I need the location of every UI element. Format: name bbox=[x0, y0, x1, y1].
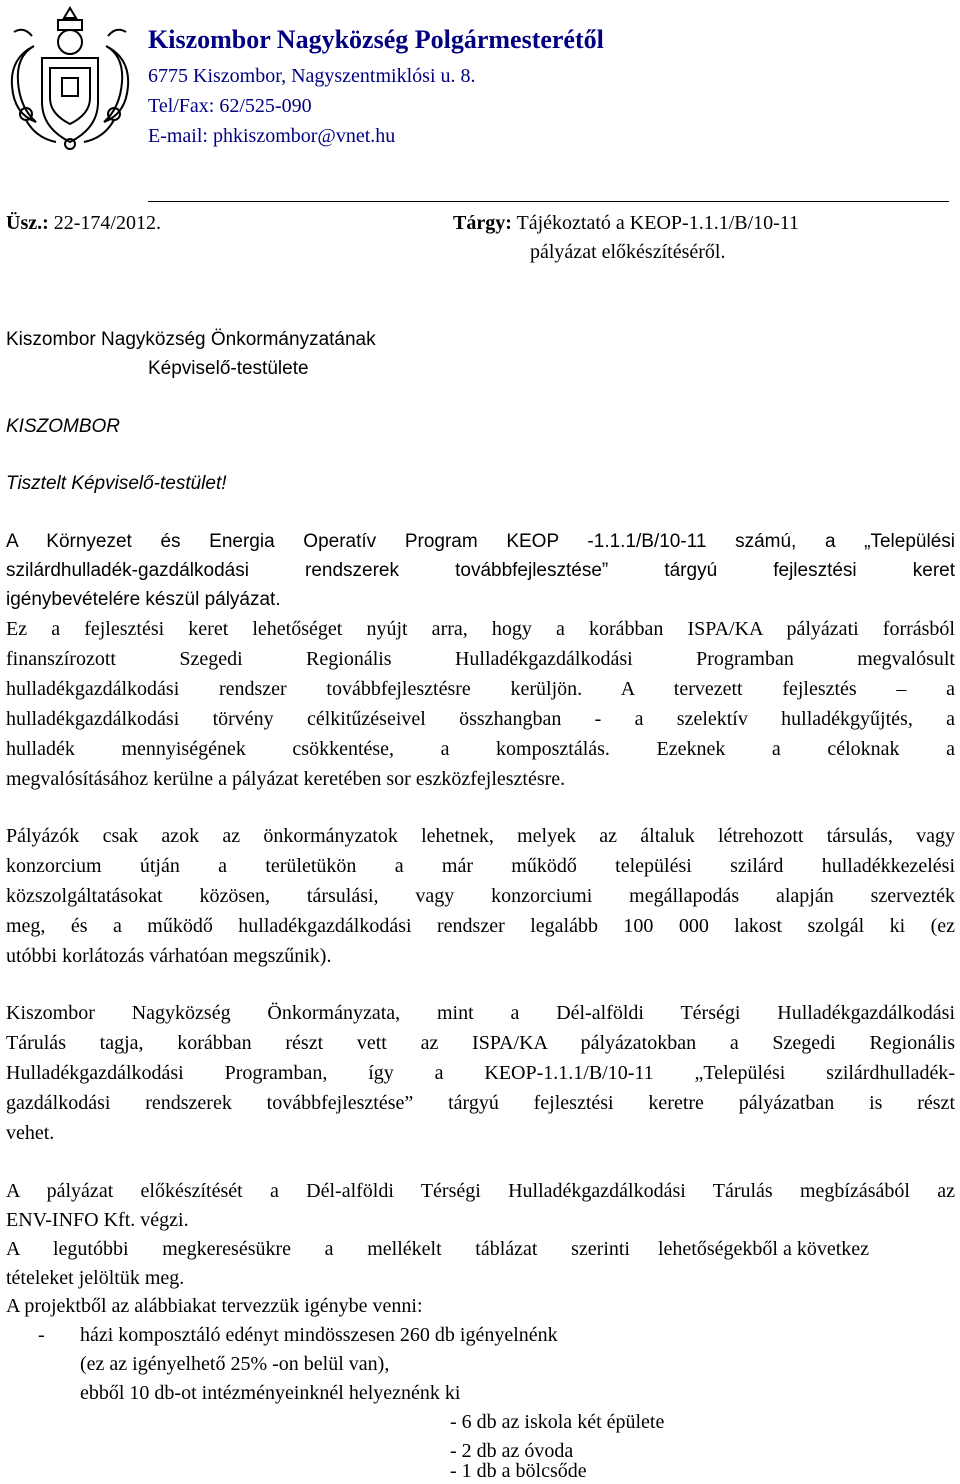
list-item-sub: ebből 10 db-ot intézményeinknél helyeznénk ki bbox=[80, 1382, 461, 1404]
para4-line: Kiszombor Nagyközség Önkormányzata, mint a Dél-alföldi Térségi Hulladékgazdálkodási bbox=[6, 1002, 955, 1024]
letterhead-title: Kiszombor Nagyközség Polgármesterétől bbox=[148, 25, 604, 54]
list-bullet: - bbox=[38, 1324, 45, 1346]
para3-line: utóbbi korlátozás várhatóan megszűnik). bbox=[6, 945, 332, 967]
letterhead-address: 6775 Kiszombor, Nagyszentmiklósi u. 8. bbox=[148, 65, 476, 87]
para2-line: hulladék mennyiségének csökkentése, a komposztálás. Ezeknek a céloknak a bbox=[6, 738, 955, 760]
reference-value: 22-174/2012. bbox=[53, 212, 161, 234]
subject bbox=[453, 211, 799, 236]
para1-line: A Környezet és Energia Operatív Program KEOP -1.1.1/B/10-11 számú, a „Települési bbox=[6, 531, 955, 552]
detail-item: - 2 db az óvoda bbox=[450, 1440, 574, 1462]
para2-line: Ez a fejlesztési keret lehetőséget nyújt arra, hogy a korábban ISPA/KA pályázati forrásból bbox=[6, 618, 955, 640]
para6-line: A legutóbbi megkeresésükre a mellékelt táblázat szerinti bbox=[6, 1238, 630, 1260]
para2-line: megvalósításához kerülne a pályázat keretében sor eszközfejlesztésre. bbox=[6, 768, 566, 790]
letterhead-email: E-mail: phkiszombor@vnet.hu bbox=[148, 125, 396, 147]
para3-line: közszolgáltatásokat közösen, társulási, vagy konzorciumi megállapodás alapján szervezték bbox=[6, 885, 955, 907]
detail-item: - 1 db a bölcsőde bbox=[450, 1460, 587, 1482]
para3-line: Pályázók csak azok az önkormányzatok lehetnek, melyek az általuk létrehozott társulás, vagy bbox=[6, 825, 955, 847]
letterhead-divider bbox=[148, 201, 949, 202]
para5-line: A pályázat előkészítését a Dél-alföldi Térségi Hulladékgazdálkodási Tárulás megbízásából az bbox=[6, 1180, 955, 1202]
reference-number bbox=[6, 211, 161, 236]
para4-line: vehet. bbox=[6, 1122, 55, 1144]
para6-line: lehetőségekből a következ bbox=[658, 1238, 870, 1260]
para1-line: szilárdhulladék-gazdálkodási rendszerek továbbfejlesztése” tárgyú fejlesztési keret bbox=[6, 560, 955, 581]
para2-line: hulladékgazdálkodási rendszer továbbfejlesztésre kerüljön. A tervezett fejlesztés – a bbox=[6, 678, 955, 700]
subject-label: Tárgy: bbox=[453, 212, 512, 234]
detail-item: - 6 db az iskola két épülete bbox=[450, 1411, 665, 1433]
para6-line: tételeket jelöltük meg. bbox=[6, 1267, 185, 1289]
reference-label: Üsz.: bbox=[6, 212, 49, 234]
para2-line: hulladékgazdálkodási törvény célkitűzéseivel összhangban - a szelektív hulladékgyűjtés, a bbox=[6, 708, 955, 730]
para4-line: Tárulás tagja, korábban részt vett az ISPA/KA pályázatokban a Szegedi Regionális bbox=[6, 1032, 955, 1054]
para3-line: konzorcium útján a területükön a már működő települési szilárd hulladékkezelési bbox=[6, 855, 955, 877]
addressee-line-2: Képviselő-testülete bbox=[148, 358, 309, 379]
subject-line-1: Tájékoztató a KEOP-1.1.1/B/10-11 bbox=[516, 212, 800, 234]
salutation: Tisztelt Képviselő-testület! bbox=[6, 473, 227, 494]
para4-line: gazdálkodási rendszerek továbbfejlesztése” tárgyú fejlesztési keretre pályázatban is részt bbox=[6, 1092, 955, 1114]
list-item: házi komposztáló edényt mindösszesen 260 db igényelnénk bbox=[80, 1324, 558, 1346]
addressee-city: KISZOMBOR bbox=[6, 416, 121, 437]
addressee-line-1: Kiszombor Nagyközség Önkormányzatának bbox=[6, 329, 376, 350]
coat-of-arms-icon bbox=[6, 2, 134, 152]
list-item-sub: (ez az igényelhető 25% -on belül van), bbox=[80, 1353, 390, 1375]
para5-line: ENV-INFO Kft. végzi. bbox=[6, 1209, 189, 1231]
para1-line: igénybevételére készül pályázat. bbox=[6, 589, 281, 610]
subject-line-2: pályázat előkészítéséről. bbox=[530, 241, 726, 263]
letterhead-phone: Tel/Fax: 62/525-090 bbox=[148, 95, 312, 117]
para4-line: Hulladékgazdálkodási Programban, így a KEOP-1.1.1/B/10-11 „Települési szilárdhulladék- bbox=[6, 1062, 955, 1084]
para3-line: meg, és a működő hulladékgazdálkodási rendszer legalább 100 000 lakost szolgál ki (ez bbox=[6, 915, 955, 937]
para7: A projektből az alábbiakat tervezzük igénybe venni: bbox=[6, 1295, 423, 1317]
para2-line: finanszírozott Szegedi Regionális Hulladékgazdálkodási Programban megvalósult bbox=[6, 648, 955, 670]
